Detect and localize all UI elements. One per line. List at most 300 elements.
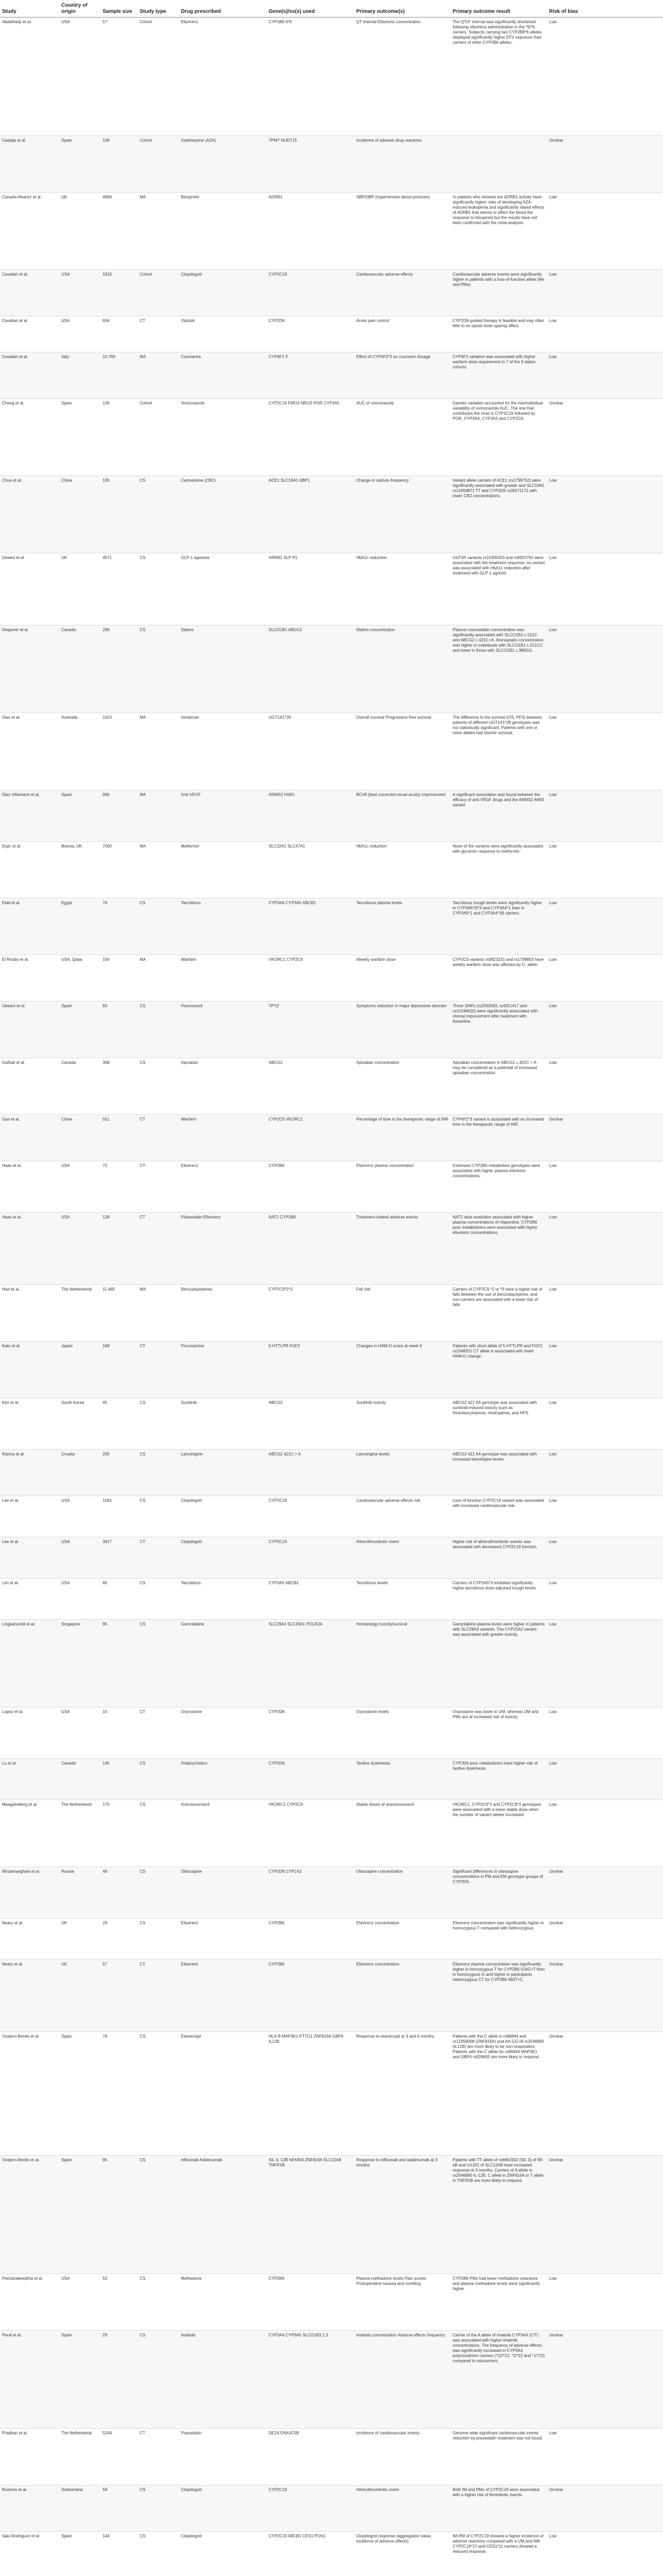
- table-cell: Sunitinib toxicity: [354, 1398, 451, 1450]
- table-cell: Ovejero-Benito et al.: [0, 2032, 59, 2156]
- table-cell: Anti-VEGF: [179, 790, 267, 842]
- table-cell: Clopidogrel: [179, 1537, 267, 1579]
- table-cell: CS: [138, 1919, 179, 1960]
- table-cell: CS: [138, 1800, 179, 1867]
- table-cell: Dujic et al.: [0, 842, 59, 899]
- table-cell: Tacrolimus levels: [354, 1579, 451, 1620]
- table-cell: USA: [59, 18, 101, 136]
- table-cell: CT: [138, 1342, 179, 1398]
- table-cell: Efavirenz: [179, 1161, 267, 1213]
- table-row: [0, 476, 663, 553]
- table-cell: Saiz-Rodriguez et al.: [0, 2532, 59, 2576]
- table-cell: 72: [101, 1161, 138, 1213]
- table-cell: Efavirenz plasma concentration: [354, 1161, 451, 1213]
- table-cell: CS: [138, 1496, 179, 1537]
- table-cell: Cohort: [138, 399, 179, 476]
- table-cell: Carmazeine (CBC): [179, 476, 267, 553]
- table-row: [0, 1579, 663, 1620]
- table-cell: 1623: [101, 713, 138, 790]
- table-row: [0, 1213, 663, 1285]
- table-cell: CYP2C19: [267, 2485, 354, 2532]
- table-cell: CYP2C19: [267, 270, 354, 316]
- table-cell: ABCG2: [267, 1058, 354, 1115]
- table-cell: CS: [138, 1450, 179, 1496]
- table-cell: CS: [138, 899, 179, 955]
- table-cell: 10,784: [101, 352, 138, 399]
- table-cell: 7000: [101, 842, 138, 899]
- table-cell: Unclear: [547, 1115, 663, 1161]
- table-cell: 128: [101, 1213, 138, 1285]
- table-cell: Carrier of the A allele of imatinib CYP3A4 (C/T) was associated with higher imatinib concentrations. The frequency of adverse effects was significantly increased in CYP3A4 polymorphism carriers (*22/*22, *1/*22 and *1/*22) compared to noncarriers.: [451, 2331, 547, 2429]
- table-cell: 95: [101, 1620, 138, 1707]
- table-cell: A significant association was found between the efficacy of anti-VEGF drugs and the ARMS2 A69S variant.: [451, 790, 547, 842]
- table-cell: SLCO1B1 ABCG2: [267, 625, 354, 713]
- table-cell: South Korea: [59, 1398, 101, 1450]
- table-cell: CYP2B6: [267, 2274, 354, 2331]
- table-cell: USA, Qatar: [59, 955, 101, 1002]
- table-cell: MA: [138, 713, 179, 790]
- table-cell: Dias et al.: [0, 713, 59, 790]
- table-cell: CYP2C19 FMO3 NR1I2 POR CYP3A5: [267, 399, 354, 476]
- table-cell: Unclear: [547, 2331, 663, 2429]
- table-cell: HLA-B MAP3K1 PTTG1 ZNF816A GBP6 IL12B: [267, 2032, 354, 2156]
- table-cell: CS: [138, 2032, 179, 2156]
- table-cell: Pitavastatin Efavirenz: [179, 1213, 267, 1285]
- table-cell: The Netherlands: [59, 2429, 101, 2485]
- table-cell: Stable doses of acenocoumarol: [354, 1800, 451, 1867]
- column-header: Primary outcome result: [451, 0, 547, 18]
- table-cell: Lim et al.: [0, 1579, 59, 1620]
- table-cell: Unclear: [547, 2485, 663, 2532]
- table-cell: CYP4F2 3: [267, 352, 354, 399]
- table-cell: CYP2C9 variants rs9923231 and rs1799853 have weekly warfarin dose was affected by C- allele.: [451, 955, 547, 1002]
- table-cell: CT: [138, 1707, 179, 1759]
- table-cell: Low: [547, 193, 663, 270]
- table-cell: CS: [138, 1058, 179, 1115]
- table-cell: Benzodiazepines: [179, 1285, 267, 1342]
- table-cell: Clopidogrel: [179, 2532, 267, 2576]
- table-row: [0, 2331, 663, 2429]
- table-cell: CYP2B6 6*6: [267, 18, 354, 136]
- table-cell: CYP2D6: [267, 316, 354, 352]
- table-cell: 145: [101, 1759, 138, 1800]
- table-cell: Bosnia, UK: [59, 842, 101, 899]
- table-cell: BCVA (best corrected visual acuity) improvement: [354, 790, 451, 842]
- table-cell: Lee et al.: [0, 1537, 59, 1579]
- table-cell: 168: [101, 1342, 138, 1398]
- table-cell: 604: [101, 316, 138, 352]
- table-row: [0, 193, 663, 270]
- table-cell: Gulhati et al.: [0, 1058, 59, 1115]
- table-cell: El Rouby et al.: [0, 955, 59, 1002]
- table-row: [0, 1496, 663, 1537]
- table-cell: Japan: [59, 1342, 101, 1398]
- table-cell: Spain: [59, 399, 101, 476]
- table-cell: 144: [101, 2532, 138, 2576]
- table-cell: Low: [547, 2274, 663, 2331]
- table-cell: Warfarin: [179, 1115, 267, 1161]
- table-cell: Unclear: [547, 136, 663, 193]
- table-cell: Low: [547, 1398, 663, 1450]
- table-cell: AUC of voriconazole: [354, 399, 451, 476]
- table-cell: Low: [547, 1537, 663, 1579]
- table-cell: Efavirenz: [179, 1919, 267, 1960]
- table-cell: CYP2C19: [267, 1496, 354, 1537]
- table-cell: Incidence of adverse drug reactions: [354, 136, 451, 193]
- table-cell: GLP1R variants rs10305420 and rs6923761 were associated with the treatment response; no variant was associated with HbA1c reduction after treatment with GLP-1 agonist.: [451, 553, 547, 625]
- table-cell: Canada: [59, 1058, 101, 1115]
- table-cell: 175: [101, 1800, 138, 1867]
- table-cell: USA: [59, 2274, 101, 2331]
- table-cell: Three SNPs (rs2032583, rs4251417 and rs10248420) were significantly associated with clinical improvement after treatment with fluoxetine.: [451, 1002, 547, 1058]
- table-cell: Fall risk: [354, 1285, 451, 1342]
- table-row: [0, 955, 663, 1002]
- table-cell: Italy: [59, 352, 101, 399]
- table-cell: CT: [138, 1115, 179, 1161]
- table-cell: 126: [101, 399, 138, 476]
- table-cell: Imatinib concentration Adverse effects frequency: [354, 2331, 451, 2429]
- table-cell: Significant differences in olanzapine concentrations in PM and EM genotype groups of CYP2D6.: [451, 1867, 547, 1919]
- table-cell: USA: [59, 1579, 101, 1620]
- table-cell: Canada: [59, 1759, 101, 1800]
- table-cell: Efavirenz concentration: [354, 1960, 451, 2032]
- table-cell: Low: [547, 1800, 663, 1867]
- table-cell: Fluvoxamine: [179, 1342, 267, 1398]
- table-cell: Genome wide significant cardiovascular events reduction by pravastatin treatment was not found.: [451, 2429, 547, 2485]
- table-cell: Genetic variation accounted for the interindividual variability of voriconazole AUC. The one that contributes the most is CYP2C19 followed by POR, CYP3A4, CYP3A5 and CYP2C9.: [451, 399, 547, 476]
- column-header: Sample size: [101, 0, 138, 18]
- table-cell: Egypt: [59, 899, 101, 955]
- table-cell: 57: [101, 1960, 138, 2032]
- table-cell: Low: [547, 2532, 663, 2576]
- table-cell: Rusironi et al.: [0, 2485, 59, 2532]
- table-cell: CT: [138, 1213, 179, 1285]
- table-cell: Low: [547, 1058, 663, 1115]
- table-cell: 53: [101, 2274, 138, 2331]
- table-cell: CS: [138, 1002, 179, 1058]
- table-cell: Opioids: [179, 316, 267, 352]
- table-cell: Spain: [59, 790, 101, 842]
- table-cell: Apixaban concentration: [354, 1058, 451, 1115]
- column-header: Country of origin: [59, 0, 101, 18]
- table-row: [0, 352, 663, 399]
- table-cell: Unclear: [547, 2032, 663, 2156]
- table-cell: Diaz-Villamarin et al.: [0, 790, 59, 842]
- table-row: [0, 2156, 663, 2274]
- table-cell: CS: [138, 2532, 179, 2576]
- table-cell: Low: [547, 1213, 663, 1285]
- table-row: [0, 1919, 663, 1960]
- table-row: [0, 1342, 663, 1398]
- table-header-row: [0, 0, 663, 18]
- table-cell: Low: [547, 899, 663, 955]
- table-cell: Low: [547, 790, 663, 842]
- table-cell: Neary et al.: [0, 1919, 59, 1960]
- table-cell: 5-HTTLPR FGF2: [267, 1342, 354, 1398]
- table-row: [0, 842, 663, 899]
- table-cell: CYP2D6: [267, 1707, 354, 1759]
- table-cell: Cohort: [138, 136, 179, 193]
- table-cell: CS: [138, 625, 179, 713]
- table-cell: Low: [547, 1707, 663, 1759]
- table-cell: Efavirenz concentration was significantly higher in homozygous T compared with heterozygous.: [451, 1919, 547, 1960]
- table-cell: MA: [138, 790, 179, 842]
- table-cell: Efavirenz: [179, 1960, 267, 2032]
- table-cell: Acenocoumarol: [179, 1800, 267, 1867]
- table-cell: CYP2B6: [267, 1161, 354, 1213]
- table-cell: VKORC1 CYP2C9: [267, 1800, 354, 1867]
- table-cell: 3917: [101, 1537, 138, 1579]
- table-cell: Clopidogrel: [179, 270, 267, 316]
- table-cell: Oxycodone: [179, 1707, 267, 1759]
- table-cell: Imatinib: [179, 2331, 267, 2429]
- table-cell: Australia: [59, 713, 101, 790]
- table-cell: Patients with the C allele in rs96844 and rs12459008 (ZNF816A) and AA-GG-IA rs2546890 (IL12B) are more likely to be non-responders. Patients with the C allele for rs96844 MAP3K1 and GBP6 rs928655 are more likely to respond.: [451, 2032, 547, 2156]
- table-cell: CT: [138, 1960, 179, 2032]
- table-cell: Statins concentration: [354, 625, 451, 713]
- table-cell: Cavallari et al.: [0, 352, 59, 399]
- table-cell: CYP4F2*3 variant is associated with an increased time in the therapeutic range of INR.: [451, 1115, 547, 1161]
- table-row: [0, 553, 663, 625]
- table-cell: Neary et al.: [0, 1960, 59, 2032]
- table-cell: Gemcitabine plasma levels were higher in patients with SLC28A3 variants. The CYP21A2 variant was associated with greater toxicity.: [451, 1620, 547, 1707]
- table-row: [0, 1960, 663, 2032]
- table-cell: CS: [138, 2331, 179, 2429]
- table-cell: The Netherlands: [59, 1800, 101, 1867]
- table-cell: Pravastatin: [179, 2429, 267, 2485]
- table-cell: CT: [138, 2429, 179, 2485]
- table-row: [0, 790, 663, 842]
- table-cell: CYP4F2 variation was associated with higher warfarin dose requirement in 7 of the 9 states cohorts.: [451, 352, 547, 399]
- table-cell: Plasma methadone levels Pain scores Postoperative nausea and vomiting: [354, 2274, 451, 2331]
- table-cell: Low: [547, 270, 663, 316]
- table-cell: CS: [138, 1398, 179, 1450]
- table-cell: Abdelhady et al.: [0, 18, 59, 136]
- table-cell: Spain: [59, 2156, 101, 2274]
- table-cell: 4571: [101, 553, 138, 625]
- table-cell: Kato et al.: [0, 1342, 59, 1398]
- table-row: [0, 899, 663, 955]
- table-cell: CS: [138, 476, 179, 553]
- table-cell: Low: [547, 1759, 663, 1800]
- table-cell: 1815: [101, 270, 138, 316]
- table-cell: Cohort: [138, 18, 179, 136]
- table-cell: Low: [547, 1579, 663, 1620]
- table-cell: SIL IL-12B NFKBIA ZNF816A SLC12A8 TNFR1B: [267, 2156, 354, 2274]
- table-row: [0, 625, 663, 713]
- table-cell: Clopidogrel: [179, 2485, 267, 2532]
- table-cell: Perdi et al.: [0, 2331, 59, 2429]
- column-header: Primary outcome(s): [354, 0, 451, 18]
- table-cell: UK: [59, 553, 101, 625]
- table-cell: Lee et al.: [0, 1496, 59, 1537]
- table-cell: Antipsychotics: [179, 1759, 267, 1800]
- table-cell: Ovejero-Benito et al.: [0, 2156, 59, 2274]
- table-row: [0, 1002, 663, 1058]
- table-cell: 105: [101, 476, 138, 553]
- table-cell: SBP/DBP (hypertension blood pressure): [354, 193, 451, 270]
- table-cell: Kim et al.: [0, 1398, 59, 1450]
- table-cell: Spain: [59, 2532, 101, 2576]
- table-cell: Low: [547, 1285, 663, 1342]
- table-cell: 108: [101, 136, 138, 193]
- table-cell: 57: [101, 18, 138, 136]
- table-row: [0, 1759, 663, 1800]
- table-cell: CYP2C9 VKORC1: [267, 1115, 354, 1161]
- column-header: Study: [0, 0, 59, 18]
- column-header: Gene(s)/ss(s) used: [267, 0, 354, 18]
- table-cell: Russia: [59, 1867, 101, 1919]
- table-cell: Cadalja et al.: [0, 136, 59, 193]
- table-cell: Cheng et al.: [0, 399, 59, 476]
- table-cell: Guo et al.: [0, 1115, 59, 1161]
- table-row: [0, 316, 663, 352]
- table-cell: VKORC1 CYP2C9: [267, 955, 354, 1002]
- table-cell: Clopidogrel: [179, 1496, 267, 1537]
- table-cell: Effect of CYP4F2*3 on coumarin dosage: [354, 352, 451, 399]
- table-cell: USA: [59, 270, 101, 316]
- table-cell: USA: [59, 1496, 101, 1537]
- table-cell: Lingkahunidi et al.: [0, 1620, 59, 1707]
- table-cell: CS: [138, 2156, 179, 2274]
- table-cell: Loss of function CYP2C19 variant was associated with increased cardiovascular risk.: [451, 1496, 547, 1537]
- table-cell: Spain: [59, 136, 101, 193]
- table-cell: Cohort: [138, 270, 179, 316]
- table-cell: Methadone: [179, 2274, 267, 2331]
- table-cell: Low: [547, 352, 663, 399]
- table-cell: CS: [138, 2485, 179, 2532]
- table-cell: 29: [101, 2331, 138, 2429]
- table-cell: Change in seizure frequency: [354, 476, 451, 553]
- column-header: Study type: [138, 0, 179, 18]
- table-cell: [451, 136, 547, 193]
- table-cell: Delgoner et al.: [0, 625, 59, 713]
- table-cell: Low: [547, 476, 663, 553]
- table-cell: Tardive dyskinesia: [354, 1759, 451, 1800]
- table-cell: Cardiovascular adverse effects risk: [354, 1496, 451, 1537]
- table-cell: Tacrolimus trough levels were significantly higher in CYP3A5*3/*3 and CYP3A4*1 than in CYP3A5*1 and CYP3A4*1B carriers.: [451, 899, 547, 955]
- table-cell: Carriers of CYP2C9 *2 or *3 have a higher risk of falls between the use of benzodiazepines, and non-carriers are associated with a lower risk of falls.: [451, 1285, 547, 1342]
- table-cell: Infliximab Adalimumab: [179, 2156, 267, 2274]
- table-cell: Plasma rosuvastatin concentration was significantly associated with SLCO1B1 c.521C and ABCG2 c.421C>A. Atorvastatin concentration was higher in individuals with SLCO1B1 c.521CC and lower in those with SLCO1B1 c.388GG.: [451, 625, 547, 713]
- table-cell: CYP3A5 ABCB1: [267, 1579, 354, 1620]
- table-cell: ARRB1 SLP P1: [267, 553, 354, 625]
- table-cell: CYP3A4 CYP3A5 ABCB1: [267, 899, 354, 955]
- table-cell: Metformin: [179, 842, 267, 899]
- table-cell: The QTcF interval was significantly shortened following efavirenz administration in the *6/*6 carriers. Subjects carrying two CYP2B6*6 alleles displayed significantly higher EFV exposure than carriers of other CYP2B6 alleles.: [451, 18, 547, 136]
- table-row: [0, 1398, 663, 1450]
- table-row: [0, 1450, 663, 1496]
- table-cell: UGT1A1*28: [267, 713, 354, 790]
- table-cell: CS: [138, 1579, 179, 1620]
- table-cell: Azathioprine (AZA): [179, 136, 267, 193]
- table-cell: SLC28A3 SLC29A1 POLR2A: [267, 1620, 354, 1707]
- table-cell: 4666: [101, 193, 138, 270]
- table-cell: CYP2B6: [267, 1919, 354, 1960]
- table-cell: CYP2C19: [267, 1537, 354, 1579]
- table-cell: CYP2D6 poor metabolizers have higher risk of tardive dyskinesia.: [451, 1759, 547, 1800]
- table-cell: Cavallari et al.: [0, 270, 59, 316]
- table-cell: ABCG2: [267, 1398, 354, 1450]
- table-cell: 156: [101, 955, 138, 1002]
- table-cell: Mirzaimarghani et al.: [0, 1867, 59, 1919]
- table-row: [0, 1161, 663, 1213]
- table-cell: Patients with short allele of 5-HTTLPR and FGF2 rs1048201 CT allele is associated with lower HAM-D change.: [451, 1342, 547, 1398]
- table-cell: CS: [138, 1620, 179, 1707]
- table-cell: MA: [138, 352, 179, 399]
- table-cell: Changes in HAM-D score at week 6: [354, 1342, 451, 1398]
- table-cell: None of the variants were significantly associated with glycemic response to metformin.: [451, 842, 547, 899]
- table-cell: 83: [101, 1002, 138, 1058]
- table-cell: HbA1c reduction: [354, 553, 451, 625]
- table-cell: Patients with TT allele of rs6661932 (SIL 3) of NF-κB and rs1201 of SLC12A8 have increased response at 3 months. Carriers of A allele in rs2546890 IL-12B, C allele in ZNF816A or T allele in TNFR1B are more likely to respond.: [451, 2156, 547, 2274]
- table-cell: ACE1 SLC19A1 ABP1: [267, 476, 354, 553]
- table-body: [0, 18, 663, 2576]
- table-cell: Ebid et al.: [0, 899, 59, 955]
- table-cell: 900: [101, 790, 138, 842]
- table-cell: CYP2B6: [267, 1960, 354, 2032]
- table-cell: Carriers of CYP3A5*3 exhibited significantly higher tacrolimus dose-adjusted trough levels.: [451, 1579, 547, 1620]
- table-cell: Extensive CYP2B6 metabolizer genotypes were associated with higher plasma efavirenz concentrations.: [451, 1161, 547, 1213]
- table-cell: Low: [547, 842, 663, 899]
- table-cell: ADRB1: [267, 193, 354, 270]
- table-row: [0, 2274, 663, 2331]
- table-cell: Lu et al.: [0, 1759, 59, 1800]
- table-row: [0, 270, 663, 316]
- table-cell: NAT2 slow acetylator associated with higher plasma concentrations of rifapentine. CYP2B6 poor metabolizers were associated with higher efavirenz concentrations.: [451, 1213, 547, 1285]
- table-cell: VKORC1, CYP2C9*2 and CYP2C9*3 genotypes were associated with a lower stable dose when the number of variant alleles increased.: [451, 1800, 547, 1867]
- table-cell: Atherothrombotic event: [354, 2485, 451, 2532]
- table-row: [0, 1867, 663, 1919]
- column-header: Drug prescribed: [179, 0, 267, 18]
- table-cell: Treatment-related adverse events: [354, 1213, 451, 1285]
- table-row: [0, 2532, 663, 2576]
- table-cell: MA: [138, 955, 179, 1002]
- table-cell: Weekly warfarin dose: [354, 955, 451, 1002]
- table-row: [0, 1115, 663, 1161]
- table-row: [0, 1058, 663, 1115]
- table-cell: Olanzapine: [179, 1867, 267, 1919]
- table-cell: CYP2C9*2*3: [267, 1285, 354, 1342]
- table-cell: Haas et al.: [0, 1213, 59, 1285]
- table-cell: Atherothrombotic event: [354, 1537, 451, 1579]
- table-cell: Efavirenz: [179, 18, 267, 136]
- table-cell: Haas et al.: [0, 1161, 59, 1213]
- table-cell: 1193: [101, 1496, 138, 1537]
- table-cell: Efavirenz concentration: [354, 1919, 451, 1960]
- table-cell: CT: [138, 1537, 179, 1579]
- table-cell: 308: [101, 1058, 138, 1115]
- table-cell: ARMS2 HSR1: [267, 790, 354, 842]
- table-cell: 49: [101, 1867, 138, 1919]
- table-cell: MA: [138, 842, 179, 899]
- table-cell: Low: [547, 625, 663, 713]
- table-cell: Cardiovascular adverse effects: [354, 270, 451, 316]
- table-cell: CYP3A4 CYP3A5 SLCO1B3 1,3: [267, 2331, 354, 2429]
- table-cell: Percentage of time in the therapeutic range of INR: [354, 1115, 451, 1161]
- table-cell: Warfarin: [179, 955, 267, 1002]
- table-cell: 95: [101, 2156, 138, 2274]
- table-cell: Apixaban: [179, 1058, 267, 1115]
- table-row: [0, 18, 663, 136]
- table-cell: Low: [547, 713, 663, 790]
- table-cell: UK: [59, 193, 101, 270]
- table-cell: Clopidogrel response (aggregation value, incidence of adverse effects): [354, 2532, 451, 2576]
- table-cell: Dawed et al.: [0, 553, 59, 625]
- table-cell: Low: [547, 18, 663, 136]
- table-cell: 65: [101, 1398, 138, 1450]
- table-cell: Unclear: [547, 399, 663, 476]
